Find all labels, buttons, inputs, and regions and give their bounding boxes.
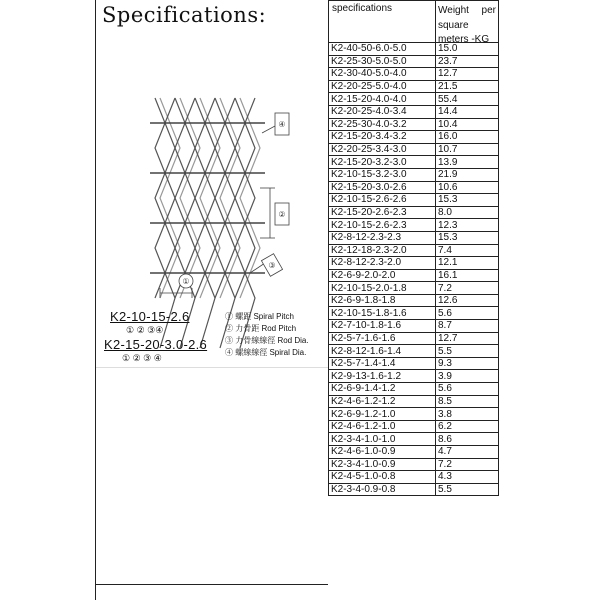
spec-code-cell: K2-8-12-2.3-2.3 — [329, 231, 436, 244]
weight-cell: 7.2 — [436, 282, 499, 295]
weight-cell: 8.5 — [436, 395, 499, 408]
weight-cell: 23.7 — [436, 55, 499, 68]
spec-code-cell: K2-3-4-1.0-1.0 — [329, 433, 436, 446]
spec-code-cell: K2-4-6-1.2-1.0 — [329, 420, 436, 433]
weight-cell: 10.4 — [436, 118, 499, 131]
spec-code-cell: K2-7-10-1.8-1.6 — [329, 320, 436, 333]
weight-cell: 55.4 — [436, 93, 499, 106]
weight-cell: 5.5 — [436, 345, 499, 358]
spec-code-cell: K2-40-50-6.0-5.0 — [329, 43, 436, 56]
table-row — [329, 80, 499, 93]
spec-code-cell: K2-25-30-5.0-5.0 — [329, 55, 436, 68]
table-row — [329, 257, 499, 270]
weight-cell: 16.1 — [436, 269, 499, 282]
weight-cell: 4.3 — [436, 471, 499, 484]
table-row — [329, 433, 499, 446]
spec-code-cell: K2-20-25-3.4-3.0 — [329, 143, 436, 156]
weight-cell: 3.8 — [436, 408, 499, 421]
weight-cell: 13.9 — [436, 156, 499, 169]
diagram-label-4: ④ — [278, 120, 286, 129]
spec-code-cell: K2-10-15-2.6-2.6 — [329, 194, 436, 207]
weight-cell: 7.4 — [436, 244, 499, 257]
spec-code-cell: K2-6-9-1.4-1.2 — [329, 383, 436, 396]
legend-spiral-pitch: ① 螺距 Spiral Pitch — [225, 312, 294, 321]
weight-cell: 16.0 — [436, 131, 499, 144]
specifications-table — [328, 0, 499, 496]
weight-cell: 5.6 — [436, 307, 499, 320]
header-specifications: specifications — [332, 3, 393, 14]
table-row — [329, 269, 499, 282]
table-row — [329, 370, 499, 383]
spec-code-cell: K2-4-6-1.0-0.9 — [329, 446, 436, 459]
table-row — [329, 345, 499, 358]
table-row — [329, 143, 499, 156]
table-row — [329, 307, 499, 320]
weight-cell: 10.7 — [436, 143, 499, 156]
spec-code-cell: K2-15-20-2.6-2.3 — [329, 206, 436, 219]
header-weight — [438, 3, 498, 47]
spec-code-cell: K2-5-7-1.4-1.4 — [329, 357, 436, 370]
header-weight-word: Weight — [438, 5, 469, 16]
header-square: square — [438, 20, 469, 31]
page-title: Specifications: — [102, 3, 267, 27]
weight-cell: 15.0 — [436, 43, 499, 56]
table-row — [329, 156, 499, 169]
table-row — [329, 483, 499, 496]
spec-code-cell: K2-8-12-1.6-1.4 — [329, 345, 436, 358]
spec-code-cell: K2-6-9-2.0-2.0 — [329, 269, 436, 282]
table-row — [329, 244, 499, 257]
table-row — [329, 206, 499, 219]
table-row — [329, 181, 499, 194]
diagram-label-2: ② — [278, 210, 286, 219]
table-row — [329, 131, 499, 144]
table-row — [329, 294, 499, 307]
weight-cell: 8.6 — [436, 433, 499, 446]
spec-code-cell: K2-15-20-3.2-3.0 — [329, 156, 436, 169]
weight-cell: 12.1 — [436, 257, 499, 270]
weight-cell: 8.7 — [436, 320, 499, 333]
weight-cell: 6.2 — [436, 420, 499, 433]
table-row — [329, 105, 499, 118]
spec-code-cell: K2-4-6-1.2-1.2 — [329, 395, 436, 408]
spec-code-cell: K2-9-13-1.6-1.2 — [329, 370, 436, 383]
spec-code-cell: K2-10-15-2.6-2.3 — [329, 219, 436, 232]
spec-code-cell: K2-6-9-1.8-1.8 — [329, 294, 436, 307]
table-row — [329, 332, 499, 345]
example-code-1-markers: ① ② ③④ — [126, 325, 164, 335]
weight-cell: 10.6 — [436, 181, 499, 194]
table-row — [329, 55, 499, 68]
table-row — [329, 282, 499, 295]
weight-cell: 21.9 — [436, 168, 499, 181]
weight-cell: 4.7 — [436, 446, 499, 459]
example-code-2-markers: ① ② ③ ④ — [122, 353, 162, 363]
mesh-rods — [150, 123, 265, 273]
spec-code-cell: K2-3-4-1.0-0.9 — [329, 458, 436, 471]
weight-cell: 15.3 — [436, 194, 499, 207]
legend-rod-dia: ③ 力骨線線徑 Rod Dia. — [225, 336, 309, 345]
spec-code-cell: K2-15-20-4.0-4.0 — [329, 93, 436, 106]
spec-code-cell: K2-10-15-2.0-1.8 — [329, 282, 436, 295]
weight-cell: 21.5 — [436, 80, 499, 93]
diagram-label-1: ① — [182, 277, 190, 286]
table-row — [329, 395, 499, 408]
spec-code-cell: K2-30-40-5.0-4.0 — [329, 68, 436, 81]
table-row — [329, 168, 499, 181]
table-row — [329, 420, 499, 433]
weight-cell: 5.5 — [436, 483, 499, 496]
spec-code-cell: K2-20-25-4.0-3.4 — [329, 105, 436, 118]
weight-cell: 15.3 — [436, 231, 499, 244]
spec-code-cell: K2-10-15-1.8-1.6 — [329, 307, 436, 320]
header-meters-kg: meters -KG — [438, 34, 490, 45]
weight-cell: 12.7 — [436, 68, 499, 81]
example-code-2: K2-15-20-3.0-2.6 — [104, 337, 208, 352]
weight-cell: 12.7 — [436, 332, 499, 345]
weight-cell: 12.3 — [436, 219, 499, 232]
table-row — [329, 118, 499, 131]
table-row — [329, 357, 499, 370]
spec-code-cell: K2-25-30-4.0-3.2 — [329, 118, 436, 131]
legend-spiral-dia: ④ 螺線線徑 Spiral Dia. — [225, 348, 307, 357]
left-border — [95, 0, 96, 600]
legend-rod-pitch: ② 力骨距 Rod Pitch — [225, 324, 297, 333]
table-row — [329, 446, 499, 459]
weight-cell: 8.0 — [436, 206, 499, 219]
table-row — [329, 320, 499, 333]
spec-code-cell: K2-4-5-1.0-0.8 — [329, 471, 436, 484]
spec-code-cell: K2-12-18-2.3-2.0 — [329, 244, 436, 257]
spec-code-cell: K2-15-20-3.4-3.2 — [329, 131, 436, 144]
weight-cell: 9.3 — [436, 357, 499, 370]
table-row — [329, 408, 499, 421]
spec-code-cell: K2-6-9-1.2-1.0 — [329, 408, 436, 421]
example-code-1: K2-10-15-2.6 — [110, 309, 190, 324]
spec-code-cell: K2-3-4-0.9-0.8 — [329, 483, 436, 496]
table-row — [329, 383, 499, 396]
table-row — [329, 219, 499, 232]
table-row — [329, 458, 499, 471]
bottom-rule — [95, 584, 328, 585]
weight-cell: 5.6 — [436, 383, 499, 396]
weight-cell: 14.4 — [436, 105, 499, 118]
spec-code-cell: K2-5-7-1.6-1.6 — [329, 332, 436, 345]
header-per-word: per — [481, 5, 496, 16]
spec-code-cell: K2-15-20-3.0-2.6 — [329, 181, 436, 194]
table-row — [329, 194, 499, 207]
spec-code-cell: K2-20-25-5.0-4.0 — [329, 80, 436, 93]
diagram-label-3: ③ — [268, 261, 276, 270]
spec-code-cell: K2-10-15-3.2-3.0 — [329, 168, 436, 181]
table-row — [329, 471, 499, 484]
weight-cell: 12.6 — [436, 294, 499, 307]
spec-code-cell: K2-8-12-2.3-2.0 — [329, 257, 436, 270]
weight-cell: 3.9 — [436, 370, 499, 383]
table-row — [329, 231, 499, 244]
table-row — [329, 93, 499, 106]
table-row — [329, 68, 499, 81]
weight-cell: 7.2 — [436, 458, 499, 471]
